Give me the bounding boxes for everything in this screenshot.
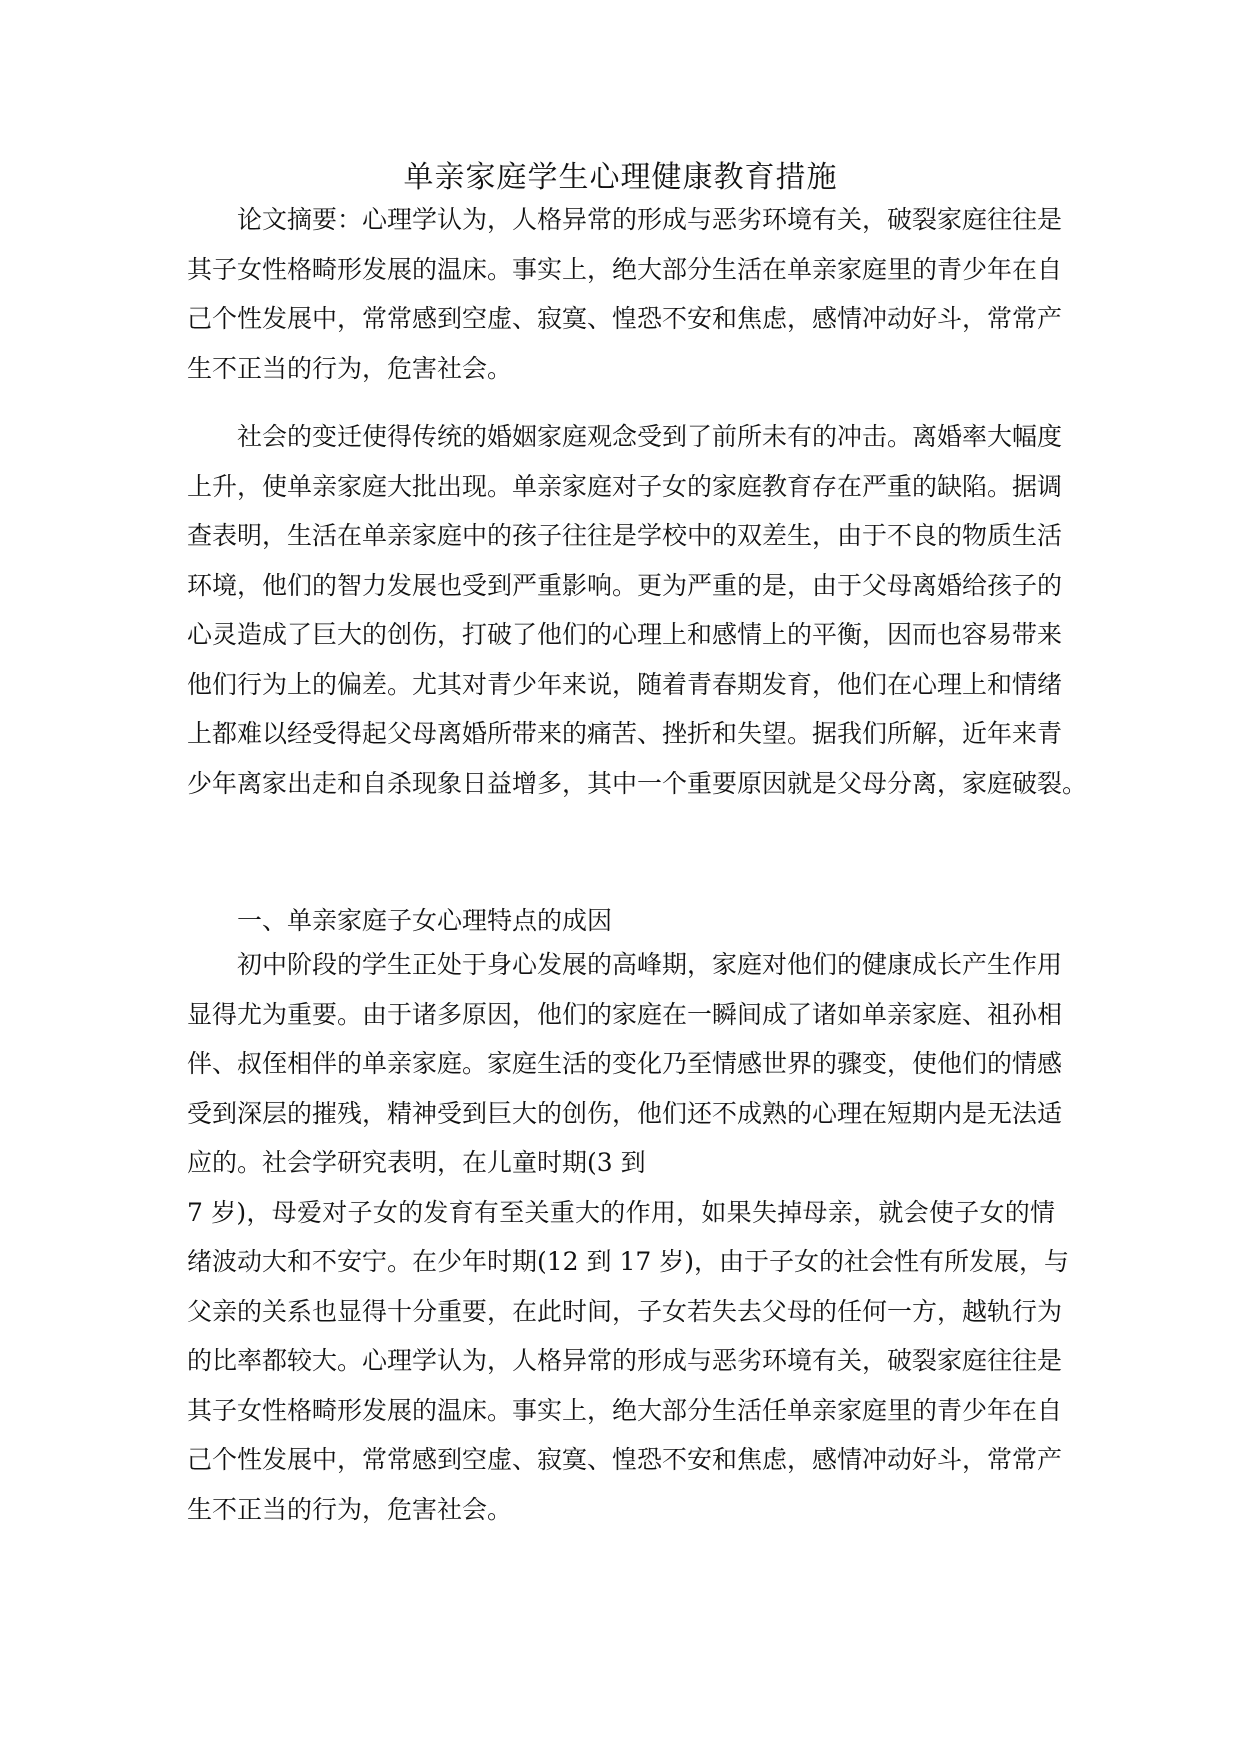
section1-line: 的比率都较大。心理学认为，人格异常的形成与恶劣环境有关，破裂家庭往往是 (187, 1346, 1063, 1375)
section1-line: 父亲的关系也显得十分重要，在此时间，子女若失去父母的任何一方，越轨行为 (187, 1296, 1063, 1326)
section1-line: 生不正当的行为，危害社会。 (187, 1494, 513, 1524)
section1-line: 受到深层的摧残，精神受到巨大的创伤，他们还不成熟的心理在短期内是无法适 (187, 1098, 1063, 1128)
section1-line: 其子女性格畸形发展的温床。事实上，绝大部分生活任单亲家庭里的青少年在自 (187, 1395, 1063, 1425)
intro-line: 社会的变迁使得传统的婚姻家庭观念受到了前所未有的冲击。离婚率大幅度 (237, 422, 1063, 451)
abstract-line: 其子女性格畸形发展的温床。事实上，绝大部分生活在单亲家庭里的青少年在自 (187, 254, 1063, 284)
document-title: 单亲家庭学生心理健康教育措施 (403, 160, 838, 195)
intro-line: 少年离家出走和自杀现象日益增多，其中一个重要原因就是父母分离，家庭破裂。 (187, 768, 1088, 798)
section1-paragraph (187, 940, 1069, 1534)
intro-line: 环境，他们的智力发展也受到严重影响。更为严重的是，由于父母离婚给孩子的 (187, 570, 1063, 600)
section1-line: 伴、叔侄相伴的单亲家庭。家庭生活的变化乃至情感世界的骤变，使他们的情感 (187, 1049, 1063, 1078)
section1-line: 7 岁)，母爱对子女的发育有至关重大的作用，如果失掉母亲，就会使子女的情 (187, 1197, 1055, 1227)
abstract-paragraph (187, 195, 1063, 393)
intro-line: 上都难以经受得起父母离婚所带来的痛苦、挫折和失望。据我们所解，近年来青 (187, 719, 1063, 748)
section1-line: 绪波动大和不安宁。在少年时期(12 到 17 岁)，由于子女的社会性有所发展，与 (187, 1247, 1069, 1276)
intro-line: 心灵造成了巨大的创伤，打破了他们的心理上和感情上的平衡，因而也容易带来 (187, 620, 1063, 649)
section1-line: 己个性发展中，常常感到空虚、寂寞、惶恐不安和焦虑，感情冲动好斗，常常产 (187, 1445, 1063, 1474)
intro-line: 查表明，生活在单亲家庭中的孩子往往是学校中的双差生，由于不良的物质生活 (187, 521, 1063, 550)
intro-line: 上升，使单亲家庭大批出现。单亲家庭对子女的家庭教育存在严重的缺陷。据调 (187, 471, 1063, 501)
abstract-line: 己个性发展中，常常感到空虚、寂寞、惶恐不安和焦虑，感情冲动好斗，常常产 (187, 304, 1063, 333)
section1-line: 初中阶段的学生正处于身心发展的高峰期，家庭对他们的健康成长产生作用 (237, 950, 1063, 979)
section1-line: 应的。社会学研究表明，在儿童时期(3 到 (187, 1148, 646, 1177)
intro-paragraph (187, 412, 1088, 808)
section-heading: 一、单亲家庭子女心理特点的成因 (237, 906, 613, 935)
intro-line: 他们行为上的偏差。尤其对青少年来说，随着青春期发育，他们在心理上和情绪 (187, 669, 1063, 699)
section1-line: 显得尤为重要。由于诸多原因，他们的家庭在一瞬间成了诸如单亲家庭、祖孙相 (187, 999, 1063, 1029)
abstract-line: 生不正当的行为，危害社会。 (187, 353, 513, 383)
abstract-line: 论文摘要：心理学认为，人格异常的形成与恶劣环境有关，破裂家庭往往是 (237, 205, 1063, 234)
